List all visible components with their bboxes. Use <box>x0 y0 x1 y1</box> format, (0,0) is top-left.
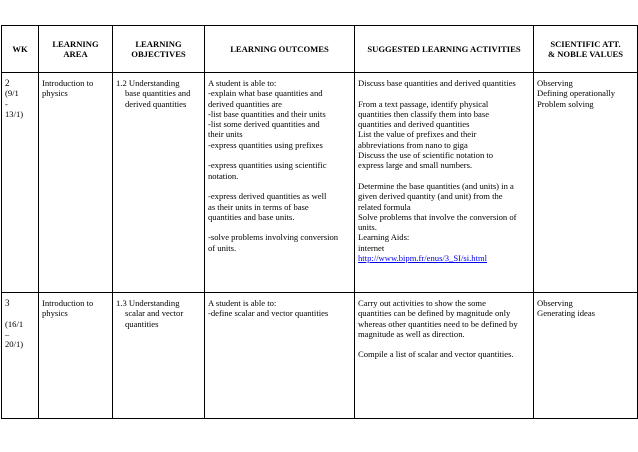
bipm-si-link[interactable]: http://www.bipm.fr/enus/3_SI/si.html <box>358 253 488 264</box>
header-learning-area: LEARNING AREA <box>39 26 113 73</box>
header-wk: WK <box>2 26 39 73</box>
header-scientific-att: SCIENTIFIC ATT. & NOBLE VALUES <box>534 26 638 73</box>
learning-outcomes-cell: A student is able to: -define scalar and vector quantities <box>205 293 355 419</box>
header-row <box>2 26 638 73</box>
learning-area-cell: Introduction to physics <box>39 73 113 293</box>
learning-objectives-cell: 1.2 Understanding base quantities and derived quantities <box>113 73 205 293</box>
week-cell: 3 (16/1 – 20/1) <box>2 293 39 419</box>
header-learning-objectives: LEARNING OBJECTIVES <box>113 26 205 73</box>
scientific-values-cell: Observing Generating ideas <box>534 293 638 419</box>
learning-objectives-cell: 1.3 Understanding scalar and vector quantities <box>113 293 205 419</box>
suggested-activities-cell: Discuss base quantities and derived quantities From a text passage, identify physical quantities then classify them into base quantities and derived quantities List the value of prefixes and their abbreviations from nano to giga Discuss the use of scientific notation to express large and small numbers. Determine the base quantities (and units) in a given derived quantity (and unit) from the related formula Solve problems that involve the conversion of units. Learning Aids: internet http://www.bipm.fr/enus/3_SI/si.html <box>355 73 534 293</box>
learning-area-cell: Introduction to physics <box>39 293 113 419</box>
learning-outcomes-cell: A student is able to: -explain what base quantities and derived quantities are -list base quantities and their units -list some derived quantities and their units -express quantities using prefixes -express quantities using scientific notation. -express derived quantities as well as their units in terms of base quantities and base units. -solve problems involving conversion of units. <box>205 73 355 293</box>
suggested-activities-cell: Carry out activities to show the some quantities can be defined by magnitude only whereas other quantities need to be defined by magnitude as well as direction. Compile a list of scalar and vector quantities. <box>355 293 534 419</box>
scientific-values-cell: Observing Defining operationally Problem solving <box>534 73 638 293</box>
week-cell: 2 (9/1 - 13/1) <box>2 73 39 293</box>
header-suggested-activities: SUGGESTED LEARNING ACTIVITIES <box>355 26 534 73</box>
header-learning-outcomes: LEARNING OUTCOMES <box>205 26 355 73</box>
table-row <box>2 73 638 293</box>
table-row <box>2 293 638 419</box>
scheme-of-work-table <box>1 25 638 419</box>
